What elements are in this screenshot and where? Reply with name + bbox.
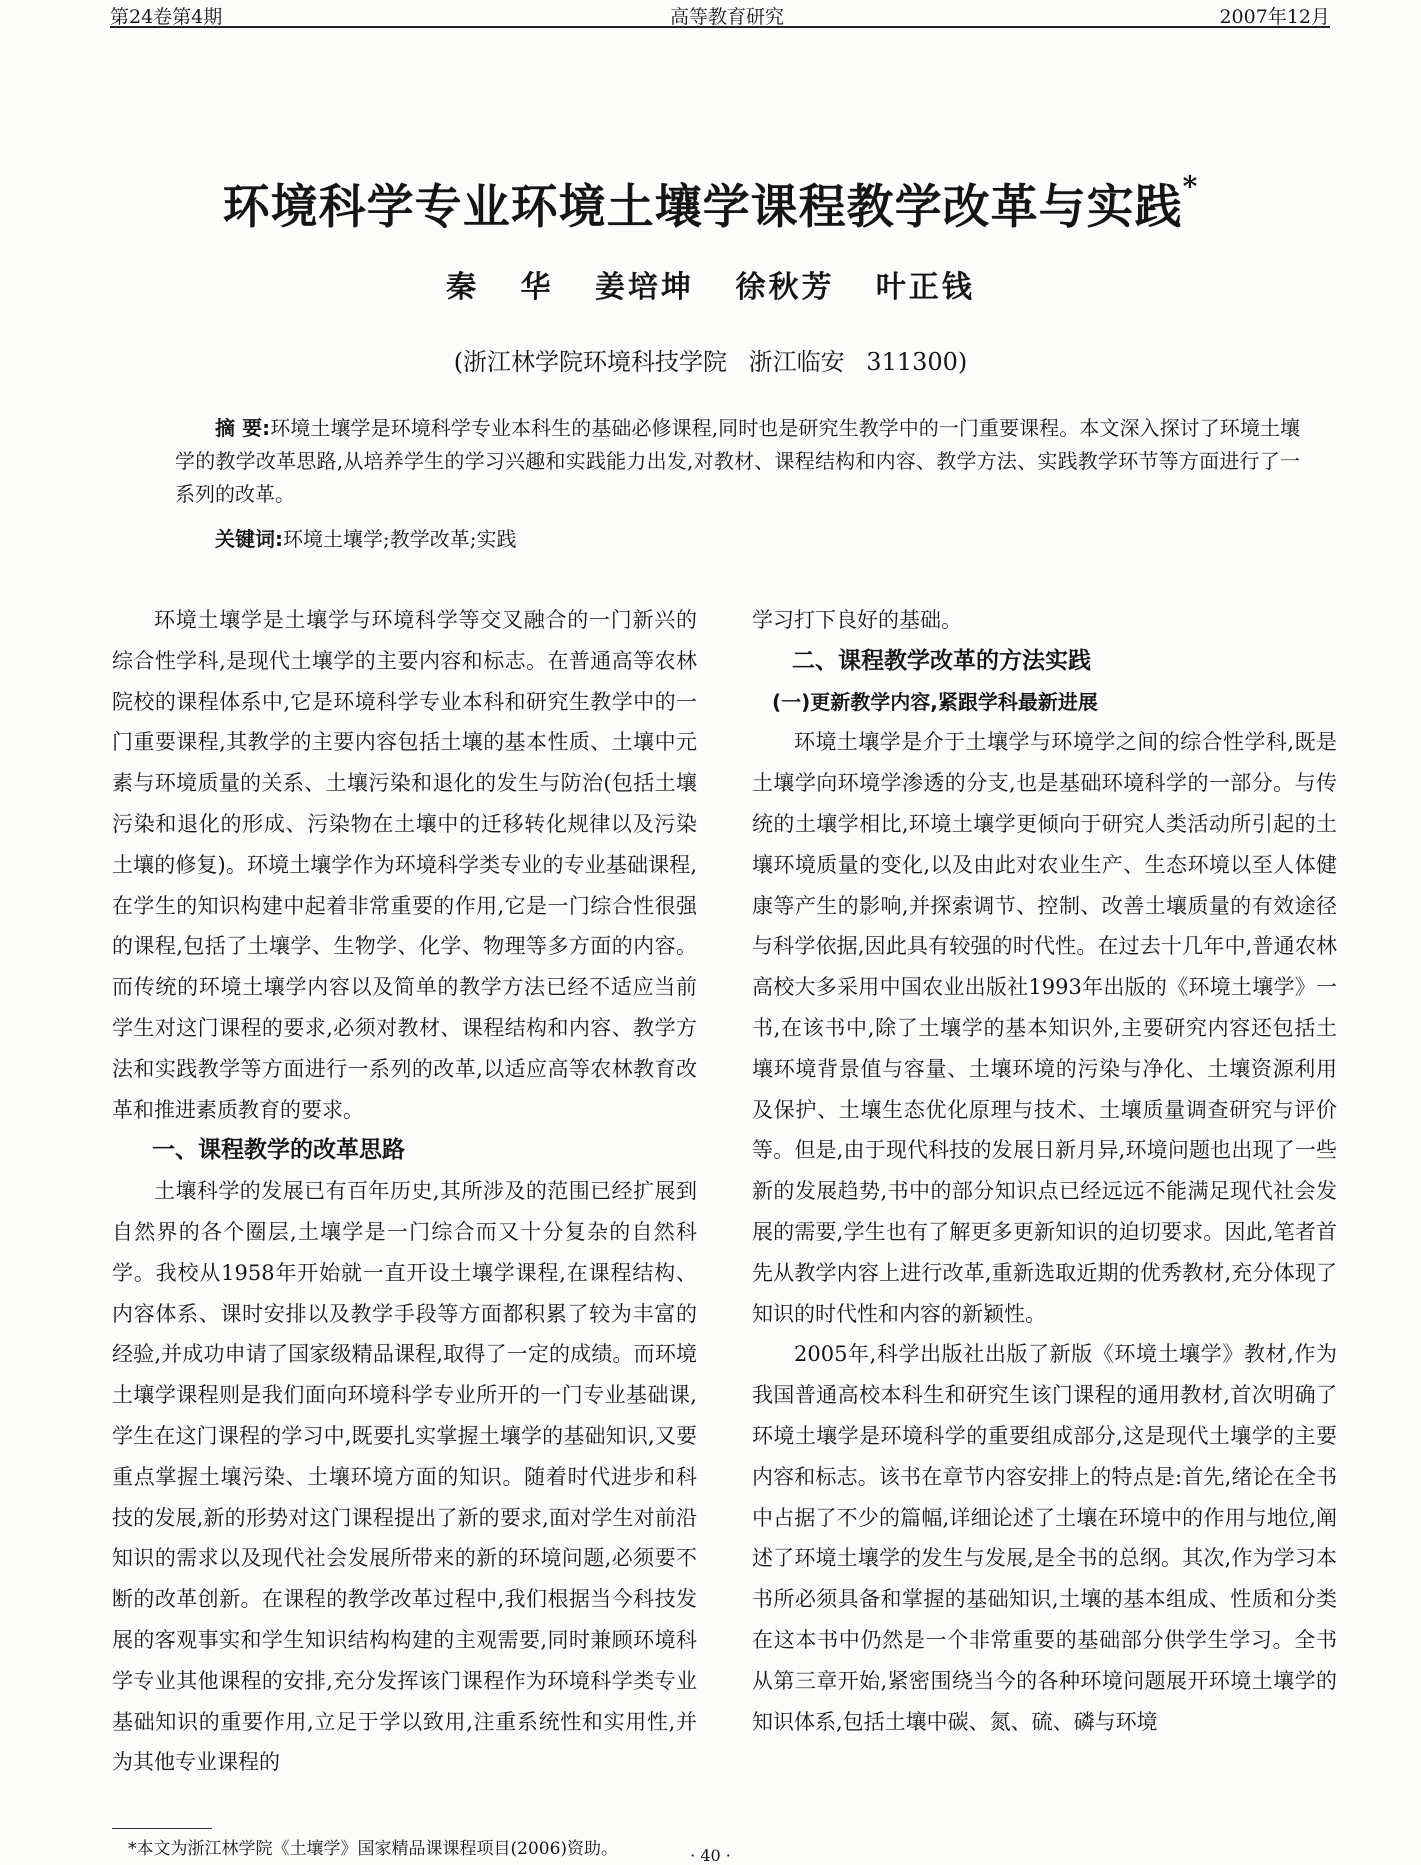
- keywords: [215, 523, 516, 552]
- subsection-heading-1: (一)更新教学内容,紧跟学科最新进展: [772, 689, 1098, 714]
- authors: 秦 华 姜培坤 徐秋芳 叶正钱: [446, 270, 975, 305]
- intro-paragraph: 环境土壤学是土壤学与环境科学等交叉融合的一门新兴的综合性学科,是现代土壤学的主要内容和标志。在普通高等农林院校的课程体系中,它是环境科学专业本科和研究生教学中的一门重要课程,其教学的主要内容包括土壤的基本性质、土壤中元素与环境质量的关系、土壤污染和退化的发生与防治(包括土壤污染和退化的形成、污染物在土壤中的迁移转化规律以及污染土壤的修复)。环境土壤学作为环境科学类专业的专业基础课程,在学生的知识构建中起着非常重要的作用,它是一门综合性很强的课程,包括了土壤学、生物学、化学、物理等多方面的内容。而传统的环境土壤学内容以及简单的教学方法已经不适应当前学生对这门课程的要求,必须对教材、课程结构和内容、教学方法和实践教学等方面进行一系列的改革,以适应高等农林教育改革和推进素质教育的要求。: [112, 608, 697, 1122]
- abstract-text: 环境土壤学是环境科学专业本科生的基础必修课程,同时也是研究生教学中的一门重要课程。本文深入探讨了环境土壤学的教学改革思路,从培养学生的学习兴趣和实践能力出发,对教材、课程结构和内容、教学方法、实践教学环节等方面进行了一系列的改革。: [175, 416, 1301, 506]
- right-column: [752, 600, 1337, 1742]
- abstract-label: 摘 要:: [215, 416, 271, 440]
- subsection-paragraph-2: 2005年,科学出版社出版了新版《环境土壤学》教材,作为我国普通高校本科生和研究生该门课程的通用教材,首次明确了环境土壤学是环境科学的重要组成部分,这是现代土壤学的主要内容和标志。该书在章节内容安排上的特点是:首先,绪论在全书中占据了不少的篇幅,详细论述了土壤在环境中的作用与地位,阐述了环境土壤学的发生与发展,是全书的总纲。其次,作为学习本书所必须具备和掌握的基础知识,土壤的基本组成、性质和分类在这本书中仍然是一个非常重要的基础部分供学生学习。全书从第三章开始,紧密围绕当今的各种环境问题展开环境土壤学的知识体系,包括土壤中碳、氮、硫、磷与环境: [752, 1342, 1337, 1734]
- title-footnote-mark: *: [1182, 170, 1199, 203]
- keywords-text: 环境土壤学;教学改革;实践: [283, 527, 517, 551]
- title-text: 环境科学专业环境土壤学课程教学改革与实践: [222, 180, 1183, 235]
- abstract: [175, 412, 1300, 511]
- affiliation: (浙江林学院环境科技学院 浙江临安 311300): [453, 348, 968, 376]
- section-heading-1: 一、课程教学的改革思路: [152, 1137, 405, 1164]
- keywords-label: 关键词:: [215, 527, 283, 551]
- issue-date: 2007年12月: [1219, 6, 1330, 28]
- page-number: · 40 ·: [690, 1846, 731, 1865]
- journal-volume: 第24卷第4期: [110, 6, 223, 28]
- section-1-paragraph: 土壤科学的发展已有百年历史,其所涉及的范围已经扩展到自然界的各个圈层,土壤学是一门综合而又十分复杂的自然科学。我校从1958年开始就一直开设土壤学课程,在课程结构、内容体系、课时安排以及教学手段等方面都积累了较为丰富的经验,并成功申请了国家级精品课程,取得了一定的成绩。而环境土壤学课程则是我们面向环境科学专业所开的一门专业基础课,学生在这门课程的学习中,既要扎实掌握土壤学的基础知识,又要重点掌握土壤污染、土壤环境方面的知识。随着时代进步和科技的发展,新的形势对这门课程提出了新的要求,面对学生对前沿知识的需求以及现代社会发展所带来的新的环境问题,必须要不断的改革创新。在课程的教学改革过程中,我们根据当今科技发展的客观事实和学生知识结构构建的主观需要,同时兼顾环境科学专业其他课程的安排,充分发挥该门课程作为环境科学类专业基础知识的重要作用,立足于学以致用,注重系统性和实用性,并为其他专业课程的: [112, 1179, 697, 1775]
- section-heading-2: 二、课程教学改革的方法实践: [792, 647, 1091, 674]
- running-header: [110, 0, 1330, 28]
- footnote-rule: [112, 1828, 212, 1829]
- footnote: *本文为浙江林学院《土壤学》国家精品课课程项目(2006)资助。: [128, 1839, 619, 1859]
- continued-paragraph: 学习打下良好的基础。: [752, 608, 962, 632]
- article-title: [0, 170, 1421, 237]
- left-column: [112, 600, 697, 1783]
- journal-name: 高等教育研究: [670, 6, 785, 28]
- subsection-paragraph-1: 环境土壤学是介于土壤学与环境学之间的综合性学科,既是土壤学向环境学渗透的分支,也是基础环境科学的一部分。与传统的土壤学相比,环境土壤学更倾向于研究人类活动所引起的土壤环境质量的变化,以及由此对农业生产、生态环境以至人体健康等产生的影响,并探索调节、控制、改善土壤质量的有效途径与科学依据,因此具有较强的时代性。在过去十几年中,普通农林高校大多采用中国农业出版社1993年出版的《环境土壤学》一书,在该书中,除了土壤学的基本知识外,主要研究内容还包括土壤环境背景值与容量、土壤环境的污染与净化、土壤资源利用及保护、土壤生态优化原理与技术、土壤质量调查研究与评价等。但是,由于现代科技的发展日新月异,环境问题也出现了一些新的发展趋势,书中的部分知识点已经远远不能满足现代社会发展的需要,学生也有了解更多更新知识的迫切要求。因此,笔者首先从教学内容上进行改革,重新选取近期的优秀教材,充分体现了知识的时代性和内容的新颖性。: [752, 730, 1337, 1326]
